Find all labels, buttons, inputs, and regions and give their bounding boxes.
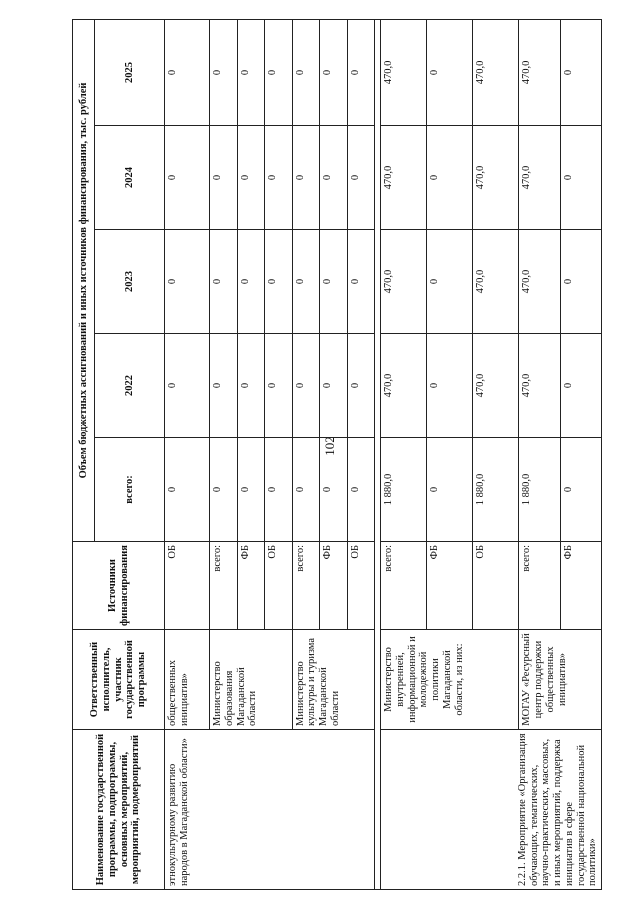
cell-2023: 0 <box>165 230 210 334</box>
cell-2023: 0 <box>292 230 319 334</box>
rotated-table-container <box>72 20 602 890</box>
table-row <box>165 19 210 889</box>
cell-2025: 470,0 <box>381 19 427 125</box>
cell-2025: 0 <box>427 19 473 125</box>
cell-2024: 0 <box>427 126 473 230</box>
cell-2024: 470,0 <box>381 126 427 230</box>
cell-2023: 0 <box>210 230 237 334</box>
cell-2023: 0 <box>427 230 473 334</box>
cell-2022: 0 <box>265 334 293 438</box>
cell-total: 0 <box>292 438 319 542</box>
cell-2024: 0 <box>292 126 319 230</box>
header-row-1 <box>73 19 95 889</box>
cell-2022: 470,0 <box>381 334 427 438</box>
cell-2025: 0 <box>165 19 210 125</box>
cell-total: 1 880,0 <box>519 438 560 542</box>
cell-2023: 0 <box>347 230 375 334</box>
cell-2024: 0 <box>165 126 210 230</box>
cell-2022: 470,0 <box>519 334 560 438</box>
cell-total: 0 <box>560 438 601 542</box>
page-number: 102 <box>322 436 337 456</box>
cell-src: ОБ <box>265 542 293 630</box>
table-row <box>381 19 427 889</box>
cell-src: всего: <box>210 542 237 630</box>
cell-2025: 0 <box>292 19 319 125</box>
cell-2025: 0 <box>265 19 293 125</box>
header-2023: 2023 <box>95 230 165 334</box>
header-sources: Источники финансирования <box>73 542 165 630</box>
cell-2025: 0 <box>237 19 264 125</box>
cell-2024: 0 <box>210 126 237 230</box>
cell-2023: 470,0 <box>519 230 560 334</box>
cell-2024: 0 <box>560 126 601 230</box>
cell-2022: 0 <box>347 334 375 438</box>
cell-2022: 0 <box>292 334 319 438</box>
cell-resp: Министерство культуры и туризма Магаданской области <box>292 630 374 730</box>
cell-2022: 0 <box>427 334 473 438</box>
cell-2023: 0 <box>237 230 264 334</box>
cell-2023: 470,0 <box>381 230 427 334</box>
cell-2022: 470,0 <box>473 334 519 438</box>
header-2025: 2025 <box>95 19 165 125</box>
cell-2023: 470,0 <box>473 230 519 334</box>
cell-2022: 0 <box>210 334 237 438</box>
cell-src: ОБ <box>347 542 375 630</box>
cell-2024: 0 <box>237 126 264 230</box>
cell-2025: 0 <box>210 19 237 125</box>
cell-src: ФБ <box>427 542 473 630</box>
cell-total: 1 880,0 <box>381 438 427 542</box>
row-name: этнокультурному развитию народов в Магаданской области» <box>165 730 375 890</box>
cell-resp: МОГАУ «Ресурсный центр поддержки общественных инициатив» <box>519 630 602 730</box>
cell-src: всего: <box>519 542 560 630</box>
cell-total: 0 <box>237 438 264 542</box>
cell-2025: 470,0 <box>519 19 560 125</box>
cell-src: всего: <box>381 542 427 630</box>
cell-total: 0 <box>347 438 375 542</box>
cell-resp: общественных инициатив» <box>165 630 210 730</box>
cell-total: 0 <box>210 438 237 542</box>
cell-2024: 0 <box>347 126 375 230</box>
cell-src: ФБ <box>237 542 264 630</box>
financing-table <box>72 19 602 890</box>
header-volume: Объем бюджетных ассигнований и иных источников финансирования, тыс. рублей <box>73 19 95 541</box>
row-name: 2.2.1. Мероприятие «Организация обучающих, тематических, научно-практических, массовых, и иных мероприятий, поддержка инициатив в сфере государственной национальной политики» <box>381 730 602 890</box>
cell-src: всего: <box>292 542 319 630</box>
cell-2023: 0 <box>560 230 601 334</box>
cell-total: 0 <box>165 438 210 542</box>
cell-src: ОБ <box>165 542 210 630</box>
cell-2024: 470,0 <box>519 126 560 230</box>
header-responsible: Ответственный исполнитель, участник государственной программы <box>73 630 165 730</box>
cell-2022: 0 <box>165 334 210 438</box>
cell-2022: 0 <box>320 334 347 438</box>
cell-2023: 0 <box>320 230 347 334</box>
cell-2023: 0 <box>265 230 293 334</box>
cell-total: 0 <box>265 438 293 542</box>
cell-src: ФБ <box>560 542 601 630</box>
cell-src: ФБ <box>320 542 347 630</box>
cell-2025: 0 <box>320 19 347 125</box>
cell-resp: Министерство образования Магаданской области <box>210 630 292 730</box>
cell-2025: 0 <box>347 19 375 125</box>
cell-2025: 470,0 <box>473 19 519 125</box>
cell-src: ОБ <box>473 542 519 630</box>
header-total: всего: <box>95 438 165 542</box>
cell-total: 0 <box>320 438 347 542</box>
cell-2025: 0 <box>560 19 601 125</box>
cell-2022: 0 <box>560 334 601 438</box>
cell-2024: 470,0 <box>473 126 519 230</box>
cell-2024: 0 <box>320 126 347 230</box>
cell-total: 1 880,0 <box>473 438 519 542</box>
cell-2024: 0 <box>265 126 293 230</box>
cell-resp: Министерство внутренней, информационной и молодежной политики Магаданской области, из них: <box>381 630 519 730</box>
cell-2022: 0 <box>237 334 264 438</box>
cell-total: 0 <box>427 438 473 542</box>
header-2022: 2022 <box>95 334 165 438</box>
header-2024: 2024 <box>95 126 165 230</box>
header-name: Наименование государственной программы, подпрограммы, основных мероприятий, мероприятий, подмероприятий <box>73 730 165 890</box>
